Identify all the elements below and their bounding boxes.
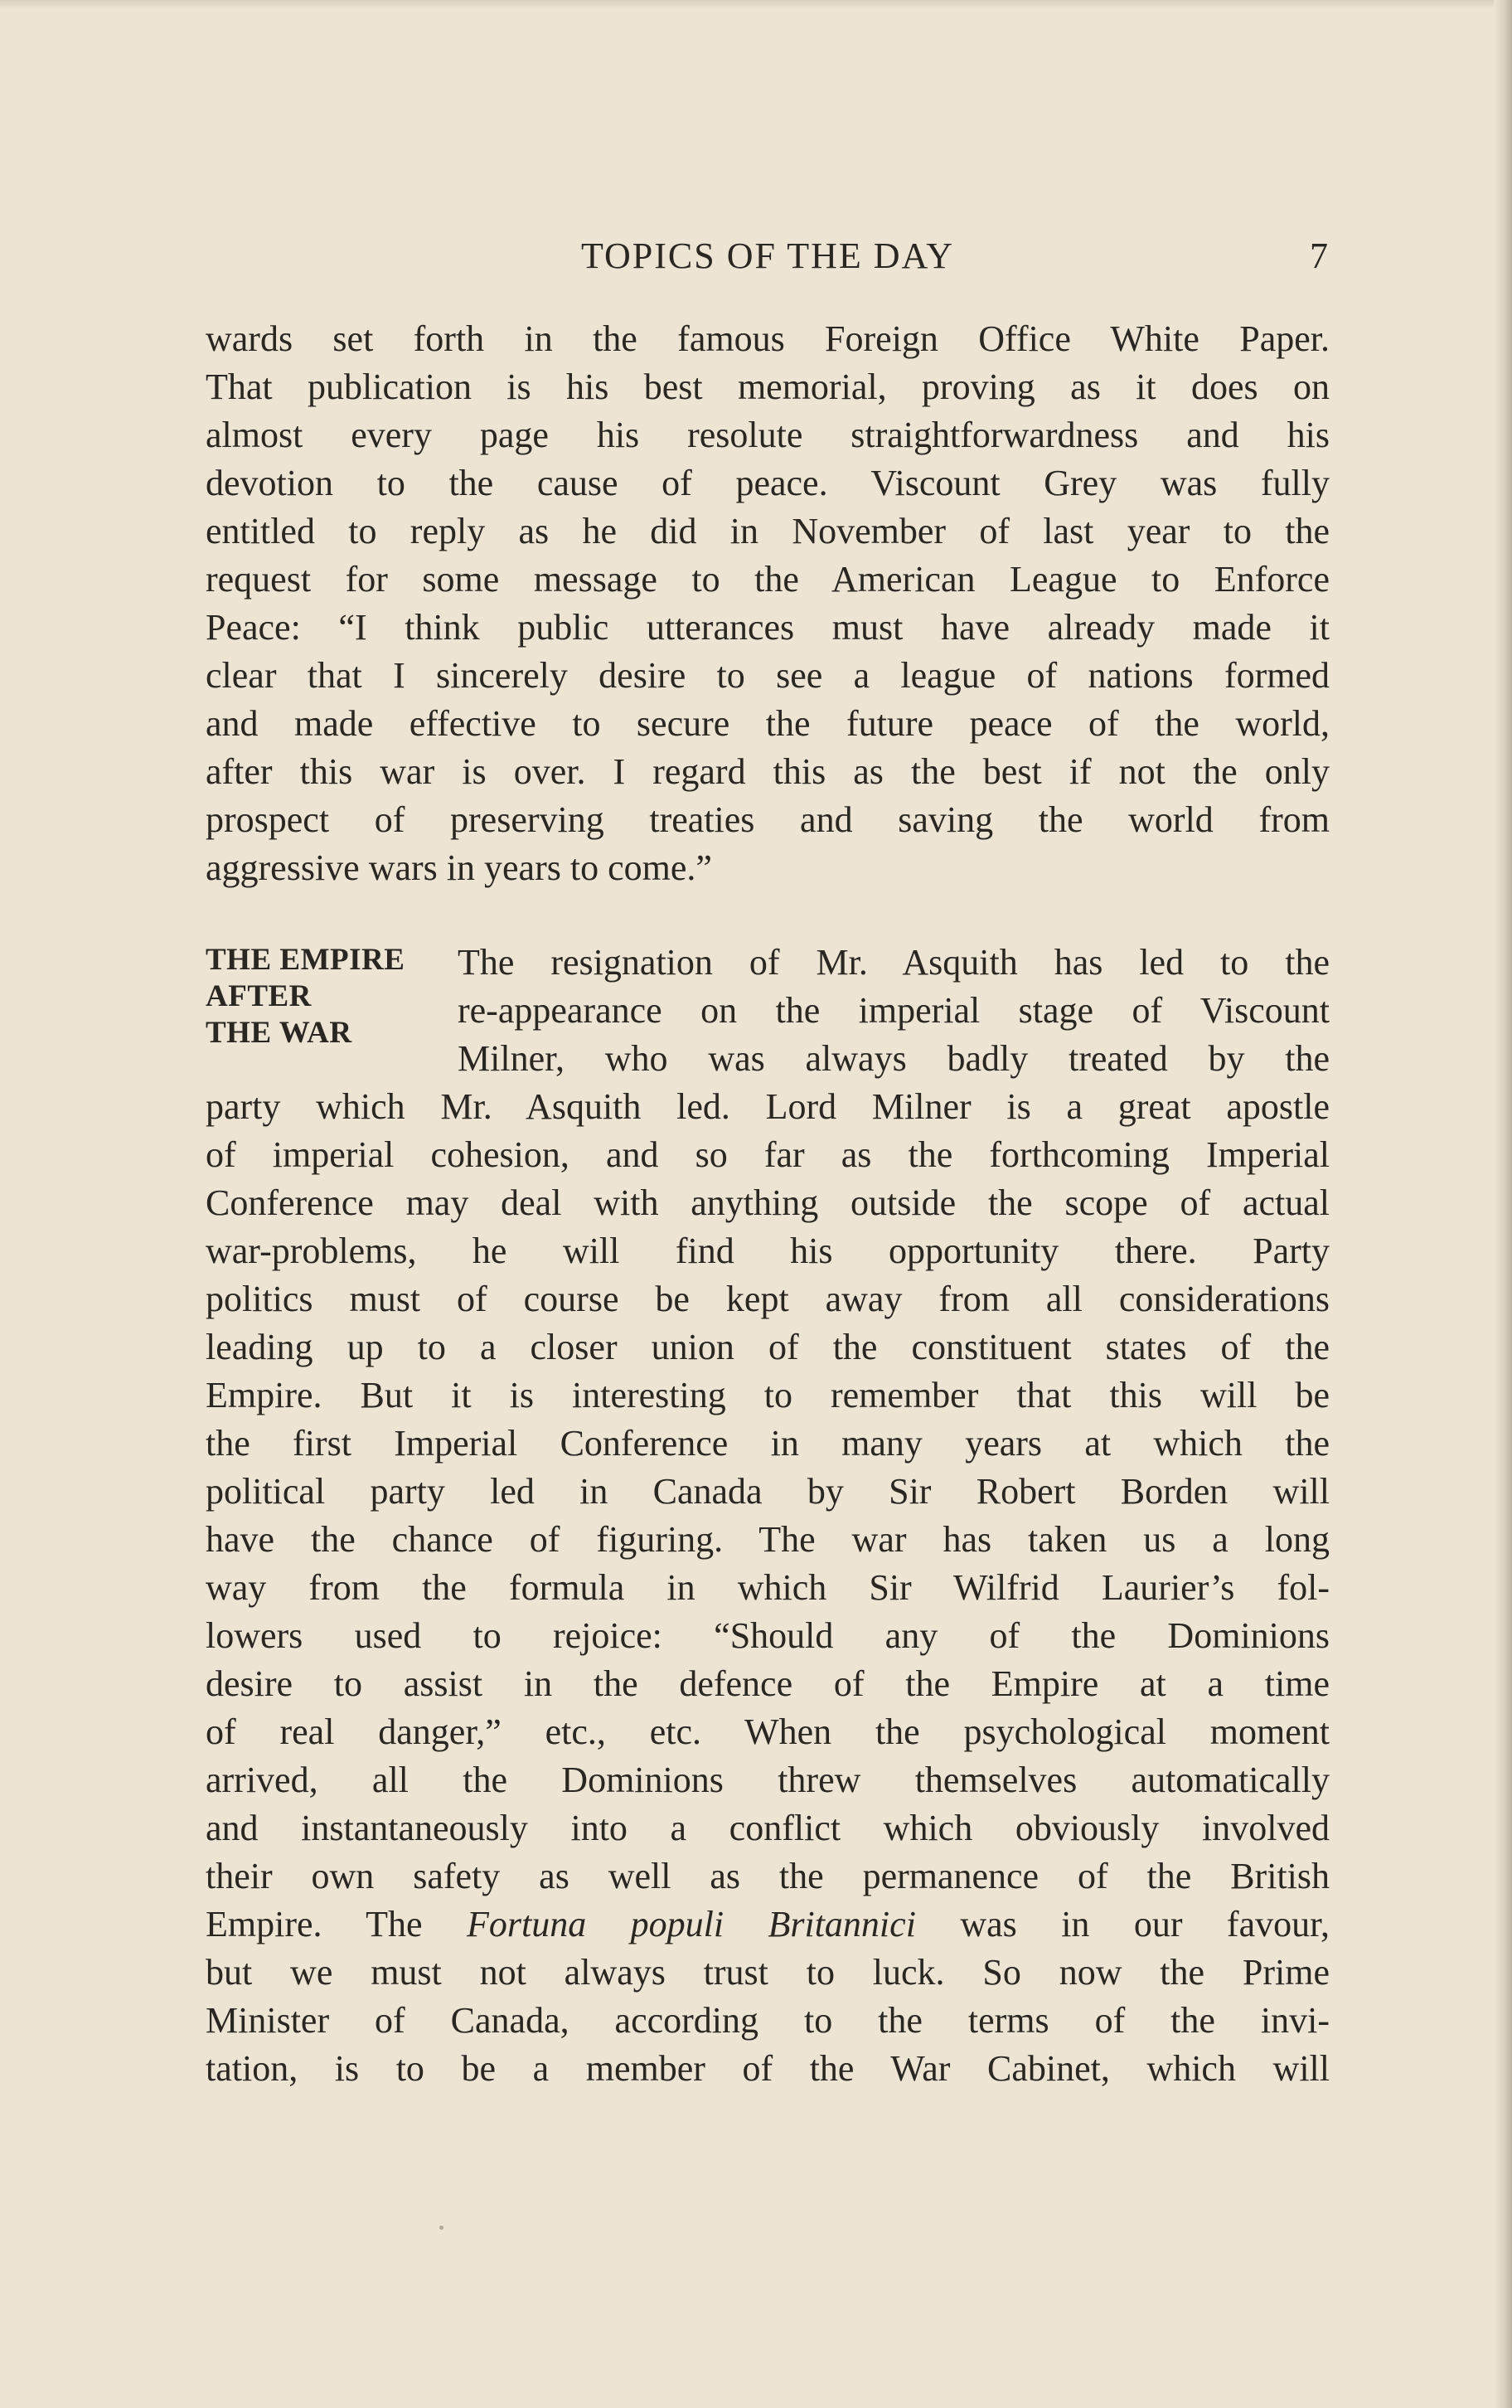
text-line: Minister of Canada, according to the terms of the invi- bbox=[206, 2000, 1330, 2041]
latin-line-after: was in our favour, bbox=[915, 1904, 1330, 1944]
page-number: 7 bbox=[1310, 235, 1330, 276]
text-line: have the chance of figuring. The war has taken us a long bbox=[206, 1519, 1330, 1560]
side-heading-line: THE EMPIRE bbox=[206, 943, 405, 977]
page-edge-shadow bbox=[1494, 0, 1512, 2408]
text-line: Peace: “I think public utterances must have already made it bbox=[206, 607, 1330, 648]
text-line: request for some message to the American League to Enforce bbox=[206, 559, 1330, 600]
body-text bbox=[206, 315, 1330, 2093]
text-line: politics must of course be kept away from all considerations bbox=[206, 1279, 1330, 1319]
paragraph-grey-memorial bbox=[206, 315, 1330, 892]
side-heading-line: AFTER bbox=[206, 979, 312, 1013]
latin-line-before: Empire. The bbox=[206, 1904, 467, 1944]
text-line: political party led in Canada by Sir Robert Borden will bbox=[206, 1471, 1330, 1512]
text-line: Conference may deal with anything outside the scope of actual bbox=[206, 1182, 1330, 1223]
text-line: of real danger,” etc., etc. When the psychological moment bbox=[206, 1711, 1330, 1752]
text-line: The resignation of Mr. Asquith has led to the bbox=[458, 942, 1330, 983]
text-line: leading up to a closer union of the constituent states of the bbox=[206, 1327, 1330, 1367]
text-line: and made effective to secure the future peace of the world, bbox=[206, 703, 1330, 744]
text-line: entitled to reply as he did in November of last year to the bbox=[206, 511, 1330, 551]
text-line: lowers used to rejoice: “Should any of the Dominions bbox=[206, 1615, 1330, 1656]
text-line: clear that I sincerely desire to see a league of nations formed bbox=[206, 655, 1330, 696]
text-line: desire to assist in the defence of the Empire at a time bbox=[206, 1663, 1330, 1704]
running-head bbox=[206, 231, 1330, 282]
text-line: war-problems, he will find his opportunity there. Party bbox=[206, 1231, 1330, 1271]
side-heading bbox=[206, 942, 446, 1051]
text-line: wards set forth in the famous Foreign Office White Paper. bbox=[206, 318, 1330, 359]
latin-phrase: Fortuna populi Britannici bbox=[466, 1904, 916, 1944]
text-line: and instantaneously into a conflict which obviously involved bbox=[206, 1808, 1330, 1848]
text-line: their own safety as well as the permanence of the British bbox=[206, 1856, 1330, 1896]
text-line: way from the formula in which Sir Wilfrid Laurier’s fol- bbox=[206, 1567, 1330, 1608]
text-line: re-appearance on the imperial stage of Viscount bbox=[458, 990, 1330, 1031]
side-heading-line: THE WAR bbox=[206, 1016, 352, 1050]
text-line: but we must not always trust to luck. So now the Prime bbox=[206, 1952, 1330, 1993]
page-top-shadow bbox=[0, 0, 1512, 8]
section-empire-after-war bbox=[206, 939, 1330, 2093]
text-line-latin bbox=[206, 1901, 1330, 1949]
text-line: almost every page his resolute straightforwardness and his bbox=[206, 415, 1330, 455]
running-head-title: TOPICS OF THE DAY bbox=[580, 235, 955, 276]
text-line: the first Imperial Conference in many years at which the bbox=[206, 1423, 1330, 1464]
text-line: arrived, all the Dominions threw themselves automatically bbox=[206, 1760, 1330, 1800]
text-line: of imperial cohesion, and so far as the forthcoming Imperial bbox=[206, 1134, 1330, 1175]
text-line: tation, is to be a member of the War Cabinet, which will bbox=[206, 2048, 1330, 2089]
text-line: Milner, who was always badly treated by the bbox=[458, 1038, 1330, 1079]
text-line: after this war is over. I regard this as the best if not the only bbox=[206, 751, 1330, 792]
paper-speck bbox=[439, 2226, 443, 2230]
text-line: party which Mr. Asquith led. Lord Milner is a great apostle bbox=[206, 1086, 1330, 1127]
text-line: aggressive wars in years to come.” bbox=[206, 847, 712, 888]
text-line: devotion to the cause of peace. Viscount Grey was fully bbox=[206, 463, 1330, 503]
text-line: That publication is his best memorial, proving as it does on bbox=[206, 367, 1330, 407]
text-line: Empire. But it is interesting to remember that this will be bbox=[206, 1375, 1330, 1415]
text-line: prospect of preserving treaties and saving the world from bbox=[206, 799, 1330, 840]
